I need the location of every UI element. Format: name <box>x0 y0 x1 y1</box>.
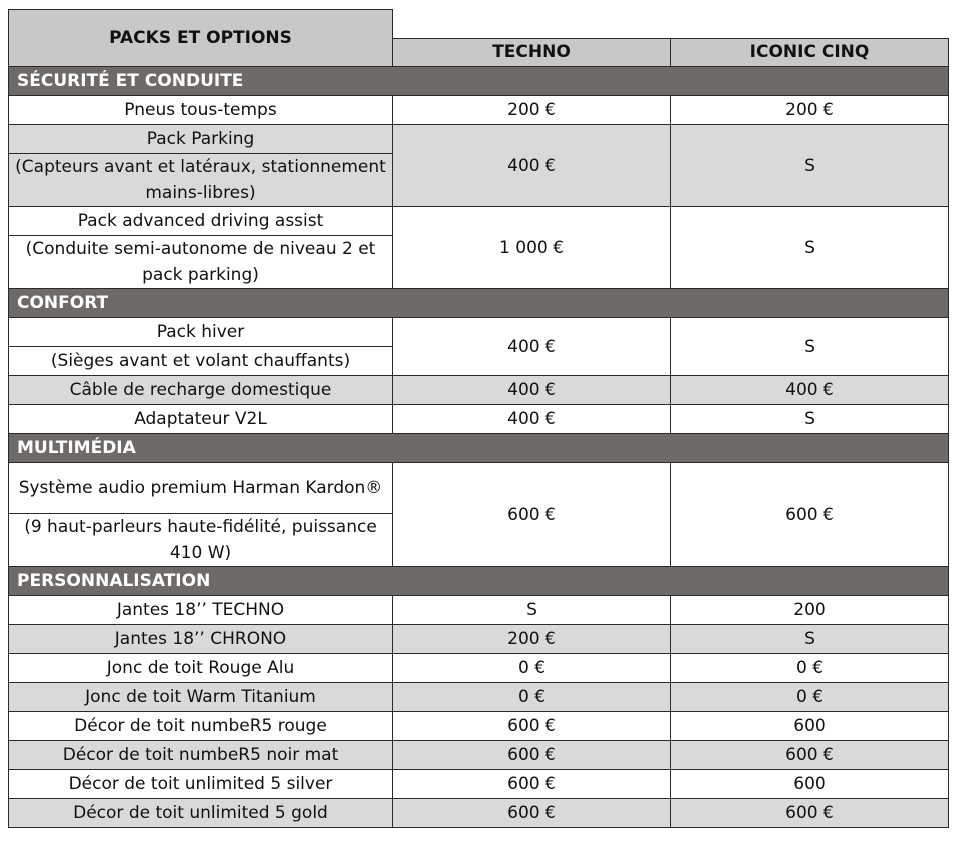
col-header-iconic: ICONIC CINQ <box>671 38 949 67</box>
section-header-securite: SÉCURITÉ ET CONDUITE <box>9 67 949 96</box>
section-header-multimedia: MULTIMÉDIA <box>9 434 949 463</box>
option-label: Système audio premium Harman Kardon® <box>9 463 393 514</box>
section-header-personnalisation: PERSONNALISATION <box>9 567 949 596</box>
option-label: Pack advanced driving assist <box>9 207 393 236</box>
techno-price: 600 € <box>393 799 671 828</box>
iconic-price: S <box>671 318 949 376</box>
techno-price: 0 € <box>393 654 671 683</box>
iconic-price: 0 € <box>671 654 949 683</box>
techno-price: 600 € <box>393 770 671 799</box>
option-label: Décor de toit numbeR5 rouge <box>9 712 393 741</box>
techno-price: 600 € <box>393 741 671 770</box>
option-label: Décor de toit unlimited 5 silver <box>9 770 393 799</box>
option-sublabel: (Conduite semi-autonome de niveau 2 et pack parking) <box>9 236 393 289</box>
techno-price: 600 € <box>393 463 671 567</box>
iconic-price: 600 € <box>671 799 949 828</box>
techno-price: 400 € <box>393 318 671 376</box>
option-label: Câble de recharge domestique <box>9 376 393 405</box>
iconic-price: 600 € <box>671 741 949 770</box>
techno-price: S <box>393 596 671 625</box>
option-label: Décor de toit numbeR5 noir mat <box>9 741 393 770</box>
techno-price: 200 € <box>393 625 671 654</box>
techno-price: 1 000 € <box>393 207 671 289</box>
option-label: Jantes 18’’ TECHNO <box>9 596 393 625</box>
option-label: Pack hiver <box>9 318 393 347</box>
header-spacer <box>393 10 949 39</box>
option-label: Adaptateur V2L <box>9 405 393 434</box>
col-header-techno: TECHNO <box>393 38 671 67</box>
option-sublabel: (Sièges avant et volant chauffants) <box>9 347 393 376</box>
techno-price: 200 € <box>393 96 671 125</box>
techno-price: 600 € <box>393 712 671 741</box>
iconic-price: 600 <box>671 770 949 799</box>
techno-price: 0 € <box>393 683 671 712</box>
techno-price: 400 € <box>393 125 671 207</box>
iconic-price: 600 <box>671 712 949 741</box>
iconic-price: S <box>671 625 949 654</box>
iconic-price: S <box>671 405 949 434</box>
option-label: Décor de toit unlimited 5 gold <box>9 799 393 828</box>
option-label: Pack Parking <box>9 125 393 154</box>
option-sublabel: (9 haut-parleurs haute-fidélité, puissance 410 W) <box>9 514 393 567</box>
option-label: Jonc de toit Rouge Alu <box>9 654 393 683</box>
iconic-price: 200 <box>671 596 949 625</box>
iconic-price: 200 € <box>671 96 949 125</box>
options-table <box>8 9 949 828</box>
option-label: Jonc de toit Warm Titanium <box>9 683 393 712</box>
techno-price: 400 € <box>393 405 671 434</box>
table-title: PACKS ET OPTIONS <box>9 10 393 67</box>
option-sublabel: (Capteurs avant et latéraux, stationnement mains-libres) <box>9 154 393 207</box>
section-header-confort: CONFORT <box>9 289 949 318</box>
iconic-price: S <box>671 207 949 289</box>
option-label: Pneus tous-temps <box>9 96 393 125</box>
iconic-price: S <box>671 125 949 207</box>
techno-price: 400 € <box>393 376 671 405</box>
iconic-price: 600 € <box>671 463 949 567</box>
option-label: Jantes 18’’ CHRONO <box>9 625 393 654</box>
iconic-price: 0 € <box>671 683 949 712</box>
iconic-price: 400 € <box>671 376 949 405</box>
